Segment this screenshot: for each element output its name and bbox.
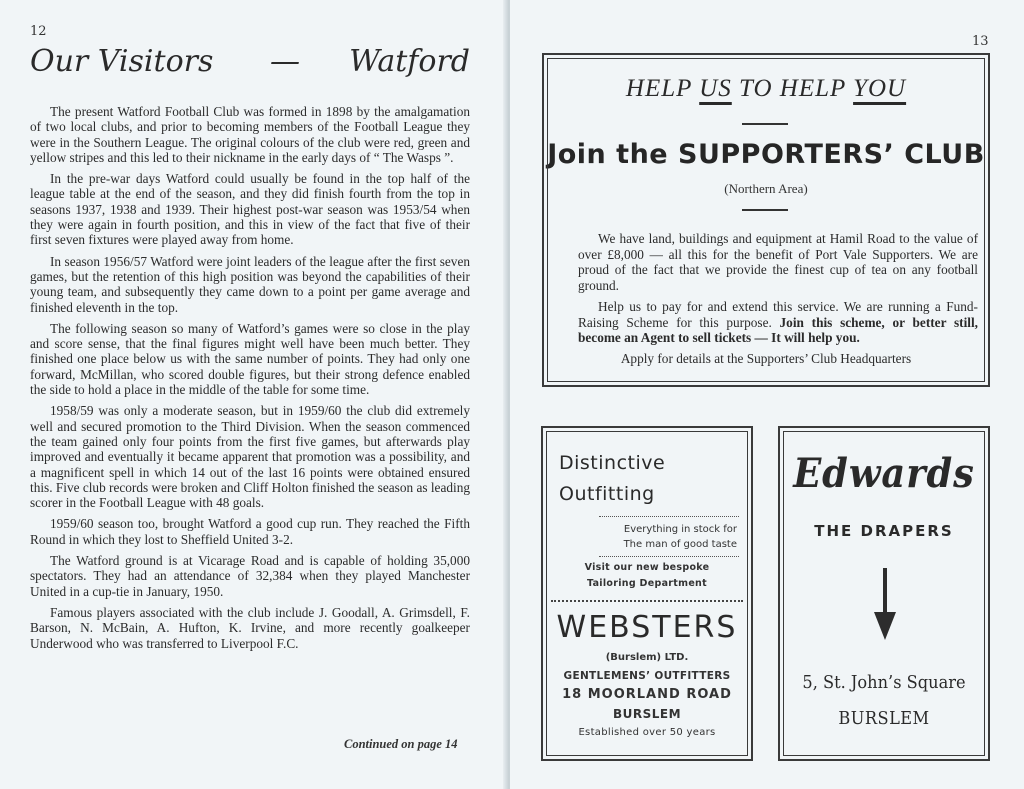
divider [742,209,788,211]
heading-dash: — [270,44,300,79]
apply-line: Apply for details at the Supporters’ Club Headquarters [620,351,912,366]
join-headline: Join the SUPPORTERS’ CLUB [547,139,985,170]
left-page [0,0,508,789]
edwards-town: BURSLEM [838,708,930,729]
article-paragraph: In the pre-war days Watford could usually be found in the top half of the league table at the end of the season, and they did finish fourth from the top in seasons 1937, 1938 and 1939. Their highest post-war season was 1953/54 when they were again in fourth position, and this in view of the fact that five of their first seven fixtures were played away from home. [30,171,470,248]
dotted-divider [599,516,739,517]
continued-link[interactable]: Continued on page 14 [344,737,458,751]
websters-advert [541,426,753,761]
websters-name: WEBSTERS [556,610,738,645]
edwards-address: 5, St. John’s Square [802,672,966,693]
article-heading [30,44,470,84]
supporters-paragraph: We have land, buildings and equipment at Hamil Road to the value of over £8,000 — all this for the benefit of Port Vale Supporters. We are proud of the fact that we provide the finest cup of tea on any football ground. [578,231,978,293]
article-paragraph: The Watford ground is at Vicarage Road and is capable of holding 35,000 spectators. They had an attendance of 32,384 when they played Manchester United in a cup-tie in January, 1950. [30,553,470,599]
page-number: 13 [972,34,989,49]
supporters-club-advert [542,53,990,387]
divider [742,123,788,125]
article-paragraph: 1958/59 was only a moderate season, but in 1959/60 the club did extremely well and secured promotion to the Third Division. When the season commenced the team gained only four points from the first five games, but afterwards play improved and eventually it became apparent that promotion was a possibility, and a magnificent spell in which 14 out of the last 16 points were obtained ensured this. Five club records were broken and Cliff Holton finished the season as leading scorer in the Football League with 48 goals. [30,403,470,511]
stock-text: Everything in stock for The man of good taste [623,524,737,550]
dotted-divider [599,556,739,557]
article-paragraph: Famous players associated with the club include J. Goodall, A. Grimsdell, F. Barson, N. McBain, A. Hufton, K. Irvine, and more recently goalkeeper Underwood who was transferred to Liverpool F.C. [30,604,470,651]
help-us-headline: HELP US TO HELP YOU [625,75,907,102]
heading-team-name: Watford [349,44,470,79]
supporters-paragraph: Help us to pay for and extend this service. We are running a Fund-Raising Scheme for this purpose. Join this scheme, or better still, become an Agent to sell tickets — It will help you. [578,299,978,345]
heading-our-visitors: Our Visitors [30,44,214,79]
established-line: Established over 50 years [578,727,716,738]
websters-town: BURSLEM [612,707,682,721]
article-body [30,104,470,657]
page-number: 12 [30,24,47,39]
edwards-logo: Edwards [793,450,975,497]
down-arrow-icon [874,568,896,640]
websters-street: 18 MOORLAND ROAD [562,687,732,702]
gentlemens-outfitters: GENTLEMENS’ OUTFITTERS [563,670,731,682]
dotted-divider [551,600,743,602]
bespoke-text: Visit our new bespoke Tailoring Department [584,562,710,589]
websters-ltd: (Burslem) LTD. [605,652,689,663]
distinctive-outfitting: Distinctive Outfitting [559,452,666,505]
northern-area: (Northern Area) [724,181,808,196]
article-paragraph: The following season so many of Watford’s games were so close in the play and score sense, that the final figures might well have been much better. They finished one place below us with the same number of points. They had only one forward, McMillan, who scored double figures, but their strong defence enabled the side to hold a place in the middle of the table for some time. [30,320,470,398]
article-paragraph: The present Watford Football Club was formed in 1898 by the amalgamation of two local clubs, and prior to becoming members of the Football League they were in the Southern League. The original colours of the club were red, green and yellow stripes and this led to their nickname in the early days of “ The Wasps ”. [30,104,470,165]
drapers-tagline: THE DRAPERS [814,522,954,540]
edwards-advert [778,426,990,761]
article-paragraph: In season 1956/57 Watford were joint leaders of the league after the first seven games, but the retention of this high position was beyond the capabilities of their young team, and subsequently they came down to a point per game average and finished eleventh in the top. [30,253,470,315]
article-paragraph: 1959/60 season too, brought Watford a good cup run. They reached the Fifth Round in which they lost to Sheffield United 3-2. [30,516,470,547]
